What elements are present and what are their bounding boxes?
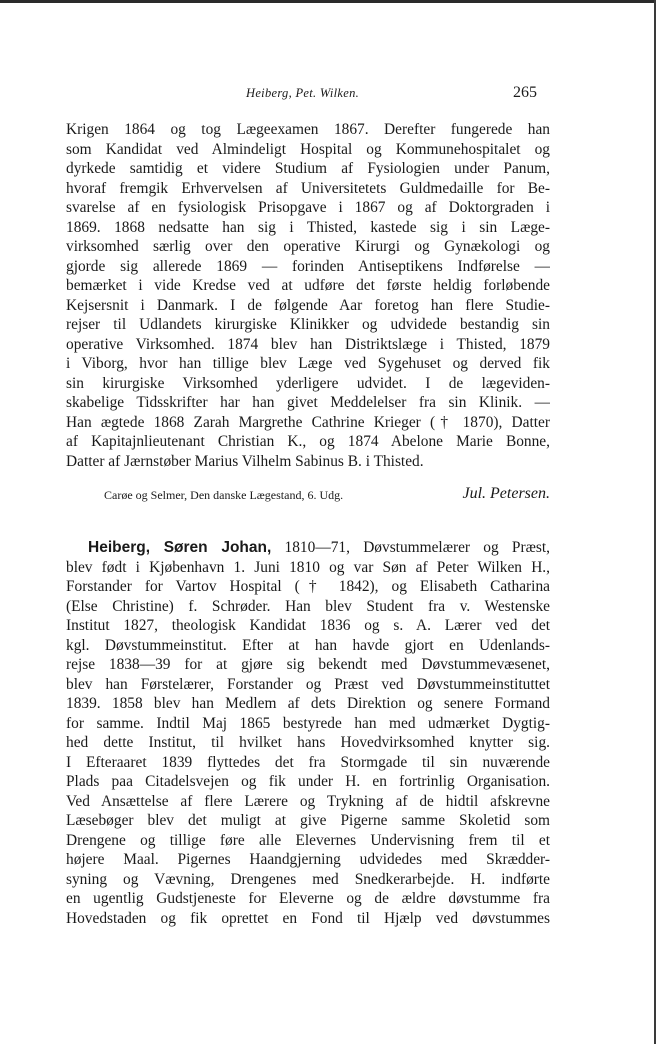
text-line: en ugentlig Gudstjeneste for Eleverne og de ældre døvstumme fra	[66, 890, 550, 907]
text-line: 1869. 1868 nedsatte han sig i Thisted, kastede sig i sin Læge-	[66, 218, 550, 236]
text-line: Institut 1827, theologisk Kandidat 1836 og s. A. Lærer ved det	[66, 617, 550, 634]
text-line: Plads paa Citadelsvejen og fik under H. en fortrinlig Organisation.	[66, 773, 550, 790]
running-title: Heiberg, Pet. Wilken.	[246, 86, 360, 100]
text-line: I Efteraaret 1839 flyttedes det fra Stormgade til sin nuværende	[66, 753, 550, 771]
article-headword: Heiberg, Søren Johan,	[88, 539, 272, 556]
text-line: for samme. Indtil Maj 1865 bestyrede han med udmærket Dygtig-	[66, 714, 550, 732]
article-soren-johan-heiberg	[66, 538, 550, 928]
text-line: operative Virksomhed. 1874 blev han Distriktslæge i Thisted, 1879	[66, 335, 550, 353]
text-line: Forstander for Vartov Hospital († 1842), og Elisabeth Catharina	[66, 578, 550, 595]
text-line: i Viborg, hvor han tillige blev Læge ved Sygehuset og derved fik	[66, 355, 550, 372]
text-line: sin kirurgiske Virksomhed yderligere udvidet. I de lægeviden-	[66, 374, 550, 392]
text-line: virksomhed særlig over den operative Kirurgi og Gynækologi og	[66, 238, 550, 255]
text-line: svarelse af en fysiologisk Prisopgave i 1867 og af Doktorgraden i	[66, 199, 550, 216]
text-line: skabelige Tidsskrifter har han givet Meddelelser fra sin Klinik. —	[66, 394, 550, 411]
article-pet-wilken-heiberg-continued	[66, 120, 550, 471]
text-line: syning og Vævning, Drengenes med Snedkerarbejde. H. indførte	[66, 870, 550, 888]
text-line: højere Maal. Pigernes Haandgjerning udvidedes med Skrædder-	[66, 851, 550, 868]
text-line: rejse 1838—39 for at gjøre sig bekendt med Døvstummevæsenet,	[66, 656, 550, 673]
text-line: kgl. Døvstummeinstitut. Efter at han havde gjort en Udenlands-	[66, 636, 550, 654]
text-line: dyrkede samtidig et videre Studium af Fysiologien under Panum,	[66, 160, 550, 177]
text-line: Krigen 1864 og tog Lægeexamen 1867. Derefter fungerede han	[66, 121, 550, 138]
text-line: blev født i Kjøbenhavn 1. Juni 1810 og var Søn af Peter Wilken H.,	[66, 558, 550, 576]
text-line: blev han Førstelærer, Forstander og Præst ved Døvstummeinstituttet	[66, 675, 550, 693]
text-line: Han ægtede 1868 Zarah Margrethe Cathrine Krieger († 1870), Datter	[66, 413, 550, 431]
text-line: (Else Christine) f. Schrøder. Han blev Student fra v. Westenske	[66, 597, 550, 615]
text-line: af Kapitajnlieutenant Christian K., og 1874 Abelone Marie Bonne,	[66, 433, 550, 450]
text-line: Læsebøger blev det muligt at give Pigerne samme Skoletid som	[66, 812, 550, 829]
headword-continuation: 1810—71, Døvstummelærer og Præst,	[271, 539, 550, 556]
top-border-rule	[0, 0, 656, 3]
text-line: gjorde sig allerede 1869 — forinden Antiseptikens Indførelse —	[66, 257, 550, 275]
text-line: bemærket i vide Kredse ved at udføre det første heldig forløbende	[66, 277, 550, 294]
article-citation	[104, 485, 550, 507]
citation-author: Jul. Petersen.	[462, 485, 550, 502]
text-line: hvoraf fremgik Erhvervelsen af Universitetets Guldmedaille for Be-	[66, 179, 550, 197]
text-line: Kejsersnit i Danmark. I de følgende Aar foretog han flere Studie-	[66, 296, 550, 314]
article-first-line	[66, 538, 550, 558]
text-line: Hovedstaden og fik oprettet en Fond til Hjælp ved døvstummes	[66, 909, 550, 927]
text-line: Ved Ansættelse af flere Lærere og Trykning af de hidtil afskrevne	[66, 792, 550, 810]
text-line: Drengene og tillige føre alle Elevernes Undervisning frem til et	[66, 831, 550, 849]
text-line: rejser til Udlandets kirurgiske Klinikker og udvidede bestandig sin	[66, 316, 550, 333]
text-line: hed dette Institut, til hvilket hans Hovedvirksomhed knytter sig.	[66, 734, 550, 751]
text-line: som Kandidat ved Almindeligt Hospital og Kommunehospitalet og	[66, 140, 550, 158]
page-number: 265	[513, 84, 537, 101]
text-line: Datter af Jærnstøber Marius Vilhelm Sabinus B. i Thisted.	[66, 452, 424, 470]
text-line: 1839. 1858 blev han Medlem af dets Direktion og senere Formand	[66, 695, 550, 712]
citation-source: Carøe og Selmer, Den danske Lægestand, 6. Udg.	[104, 488, 344, 502]
running-head	[0, 86, 656, 106]
